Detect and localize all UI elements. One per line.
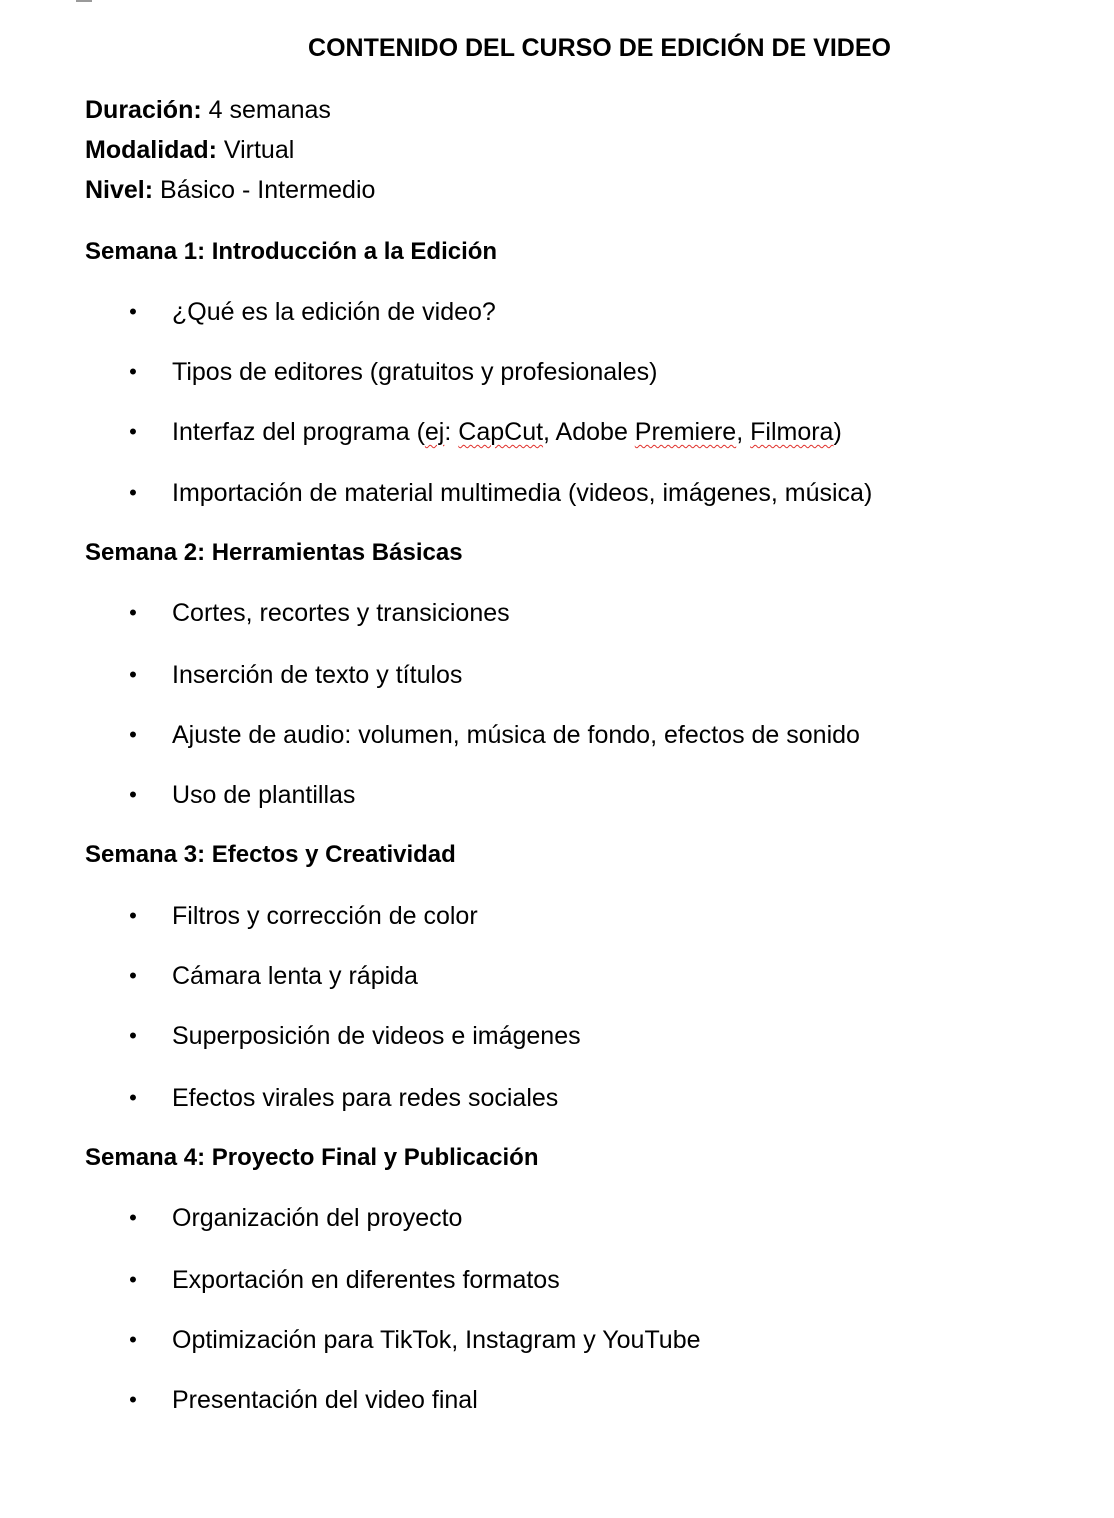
bullet-icon: • [129,1085,137,1110]
bullet-icon: • [129,359,137,384]
bullet-icon: • [129,480,137,505]
bullet-icon: • [129,1267,137,1292]
bullet-icon: • [129,722,137,747]
week-3-heading: Semana 3: Efectos y Creatividad [85,841,456,868]
bullet-icon: • [129,782,137,807]
bullet-icon: • [129,662,137,687]
level-line [85,172,375,208]
duration-label: Duración: [85,96,202,124]
week-2-heading: Semana 2: Herramientas Básicas [85,539,463,566]
bullet-icon: • [129,903,137,928]
bullet-icon: • [129,963,137,988]
modality-line [85,132,294,168]
bullet-icon: • [129,600,137,625]
modality-label: Modalidad: [85,136,217,164]
level-label: Nivel: [85,176,154,204]
duration-value: 4 semanas [201,96,331,124]
document-title: CONTENIDO DEL CURSO DE EDICIÓN DE VIDEO [308,34,891,62]
page-corner-mark [76,0,92,2]
bullet-icon: • [129,1327,137,1352]
duration-line [85,92,331,128]
week-1-heading: Semana 1: Introducción a la Edición [85,238,498,265]
modality-value: Virtual [216,136,295,164]
bullet-icon: • [129,1023,137,1048]
bullet-icon: • [129,299,137,324]
spellcheck-item: Interfaz del programa (ej: CapCut, Adobe Premiere, Filmora) [172,418,842,446]
week-4-heading: Semana 4: Proyecto Final y Publicación [85,1144,539,1171]
bullet-icon: • [129,1205,137,1230]
bullet-icon: • [129,1387,137,1412]
bullet-icon: • [129,419,137,444]
level-value: Básico - Intermedio [153,176,376,204]
